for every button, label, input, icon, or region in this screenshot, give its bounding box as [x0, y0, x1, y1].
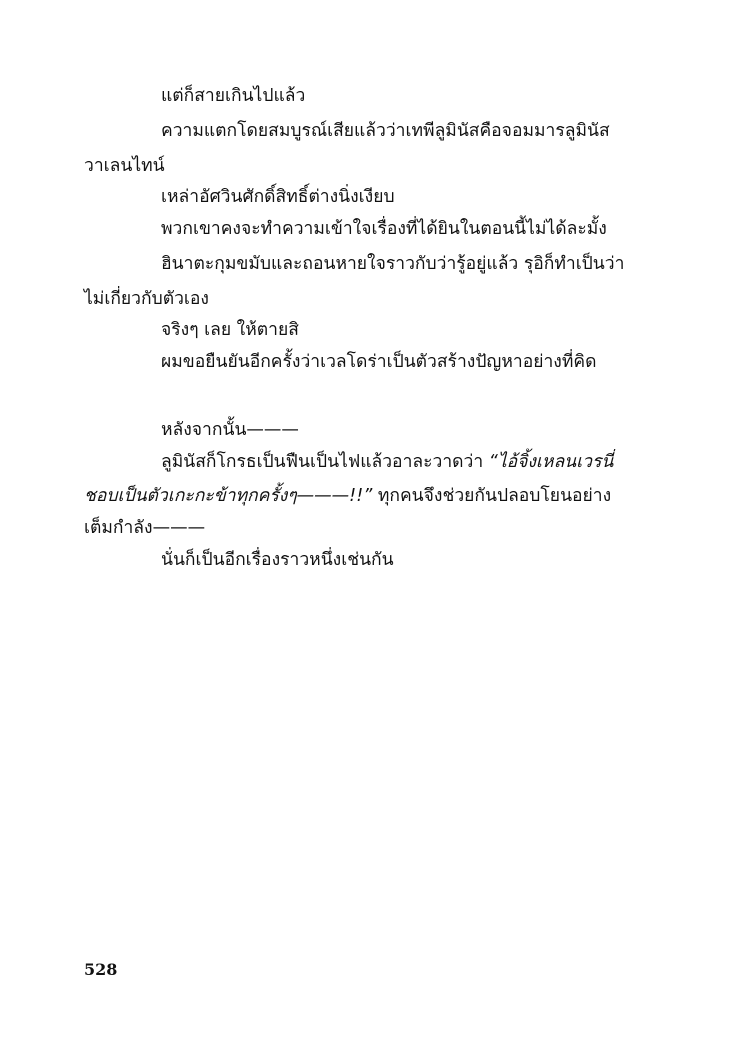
paragraph-line: แต่ก็สายเกินไปแล้ว [161, 86, 306, 106]
page-number: 528 [84, 960, 118, 979]
dialogue-text: “ไอ้จิ้งเหลนเวรนี่ [488, 452, 614, 472]
narration-text: ทุกคนจึงช่วยกันปลอบโยนอย่าง [372, 486, 612, 506]
paragraph-line: วาเลนไทน์ [84, 156, 165, 176]
paragraph-line: หลังจากนั้น——— [161, 420, 299, 440]
paragraph-line: เหล่าอัศวินศักดิ์สิทธิ์ต่างนิ่งเงียบ [161, 187, 395, 207]
paragraph-line: ผมขอยืนยันอีกครั้งว่าเวลโดร่าเป็นตัวสร้างปัญหาอย่างที่คิด [161, 352, 597, 372]
paragraph-line: เต็มกำลัง——— [84, 518, 206, 538]
paragraph-line: นั่นก็เป็นอีกเรื่องราวหนึ่งเช่นกัน [161, 550, 394, 570]
paragraph-line: ไม่เกี่ยวกับตัวเอง [84, 289, 209, 309]
dialogue-text: ชอบเป็นตัวเกะกะข้าทุกครั้งๆ———!!” [84, 486, 373, 506]
paragraph-line: พวกเขาคงจะทำความเข้าใจเรื่องที่ได้ยินในตอนนี้ไม่ได้ละมั้ง [161, 219, 607, 239]
paragraph-line [161, 450, 613, 474]
narration-text: ลูมินัสก็โกรธเป็นฟืนเป็นไฟแล้วอาละวาดว่า [161, 452, 489, 472]
paragraph-line: ฮินาตะกุมขมับและถอนหายใจราวกับว่ารู้อยู่แล้ว รุอิก็ทำเป็นว่า [161, 254, 625, 274]
paragraph-line: จริงๆ เลย ให้ตายสิ [161, 320, 299, 340]
paragraph-line [84, 484, 611, 508]
paragraph-line: ความแตกโดยสมบูรณ์เสียแล้วว่าเทพีลูมินัสคือจอมมารลูมินัส [161, 121, 610, 141]
